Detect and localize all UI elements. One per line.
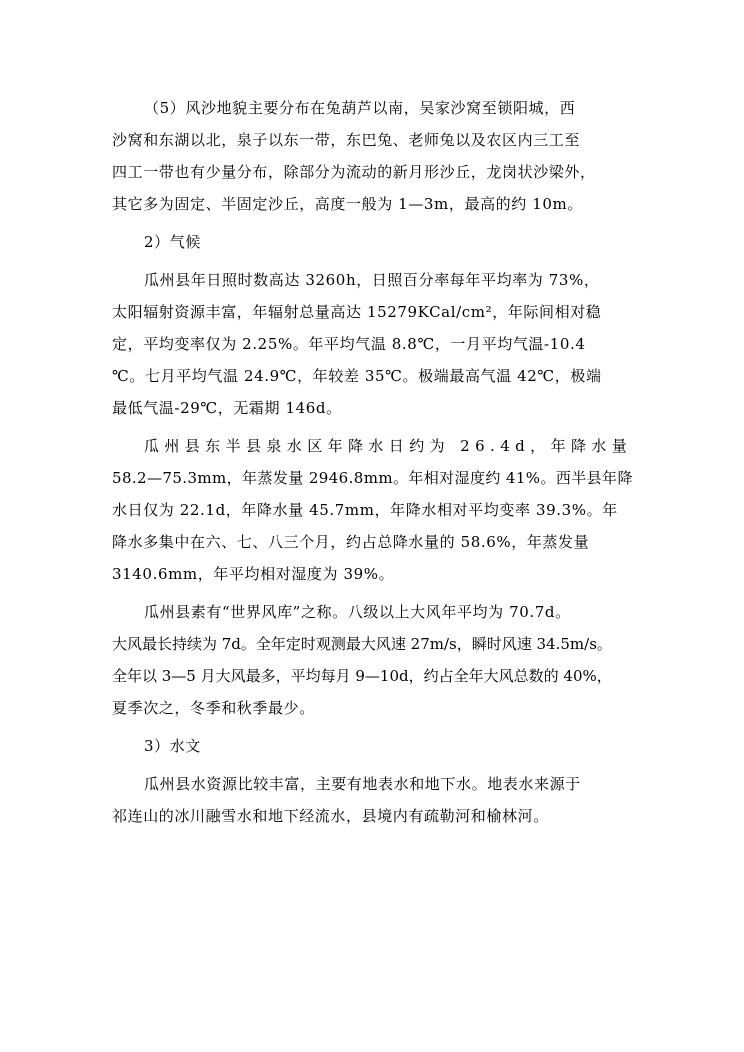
document-page (112, 92, 634, 832)
text-line: 沙窝和东湖以北，泉子以东一带，东巴兔、老师兔以及农区内三工至 (112, 131, 581, 149)
text-line: 四工一带也有少量分布，除部分为流动的新月形沙丘，龙岗状沙梁外， (112, 163, 596, 181)
section-heading-hydrology (112, 730, 634, 762)
text-line: 瓜州县年日照时数高达 3260h，日照百分率每年平均率为 73%， (144, 271, 600, 289)
text-line: 大风最长持续为 7d。全年定时观测最大风速 27m/s，瞬时风速 34.5m/s。 (112, 635, 612, 653)
paragraph-water-resources (112, 768, 634, 832)
text-line: 定，平均变率仅为 2.25%。年平均气温 8.8℃，一月平均气温-10.4 (112, 335, 586, 353)
text-line: 降水多集中在六、七、八三个月，约占总降水量的 58.6%，年蒸发量 (112, 533, 590, 551)
text-line: 水日仅为 22.1d，年降水量 45.7mm，年降水相对平均变率 39.3%。年 (112, 501, 618, 519)
text-line: 最低气温-29℃，无霜期 146d。 (112, 399, 342, 417)
heading-text: 2）气候 (144, 233, 201, 251)
text-line: 全年以 3—5 月大风最多，平均每月 9—10d，约占全年大风总数的 40%， (112, 667, 612, 685)
paragraph-sunshine-temperature (112, 264, 634, 424)
text-line: 3140.6mm，年平均相对湿度为 39%。 (112, 565, 395, 583)
paragraph-aeolian-landforms (112, 92, 634, 220)
text-line: 祁连山的冰川融雪水和地下经流水，县境内有疏勒河和榆林河。 (112, 807, 549, 825)
text-line: 夏季次之，冬季和秋季最少。 (112, 699, 315, 717)
text-line: 58.2—75.3mm，年蒸发量 2946.8mm。年相对湿度约 41%。西半县年降 (112, 469, 633, 487)
paragraph-precipitation (112, 430, 634, 590)
section-heading-climate (112, 226, 634, 258)
paragraph-wind (112, 596, 634, 724)
text-line: 瓜州县水资源比较丰富，主要有地表水和地下水。地表水来源于 (144, 775, 581, 793)
text-line: 瓜州县素有“世界风库”之称。八级以上大风年平均为 70.7d。 (144, 603, 571, 621)
text-line: 瓜州县东半县泉水区年降水日约为 26.4d，年降水量 (144, 437, 633, 455)
heading-text: 3）水文 (144, 737, 201, 755)
text-line: 其它多为固定、半固定沙丘，高度一般为 1—3m，最高的约 10m。 (112, 195, 583, 213)
text-line: ℃。七月平均气温 24.9℃，年较差 35℃。极端最高气温 42℃，极端 (112, 367, 602, 385)
text-line: （5）风沙地貌主要分布在兔葫芦以南，吴家沙窝至锁阳城，西 (144, 99, 576, 117)
text-line: 太阳辐射资源丰富，年辐射总量高达 15279KCal/cm²，年际间相对稳 (112, 303, 602, 321)
